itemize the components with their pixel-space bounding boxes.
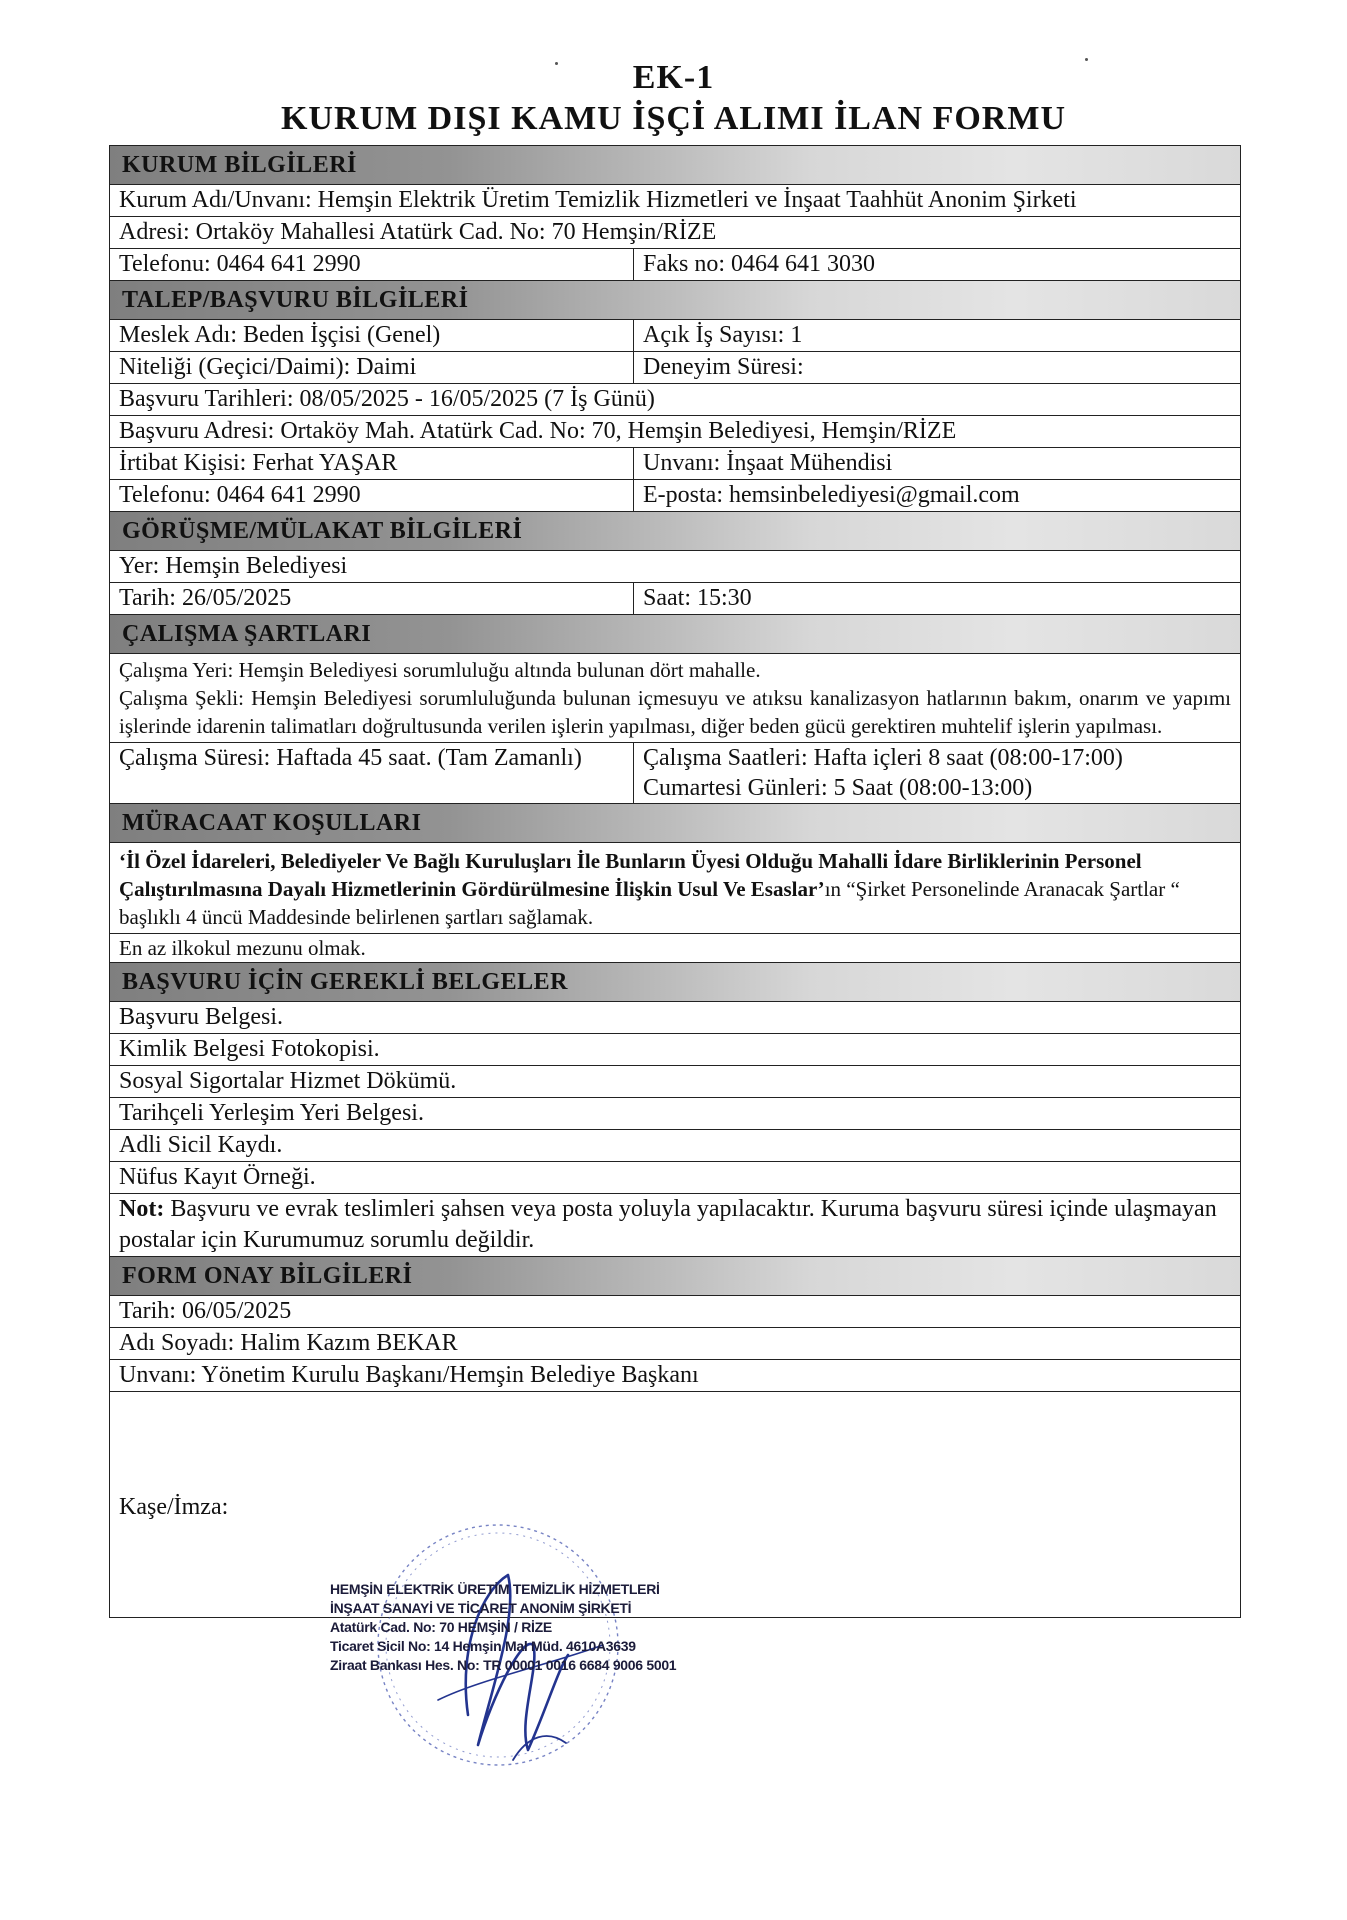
work-place: Çalışma Yeri: Hemşin Belediyesi sorumluluğu altında bulunan dört mahalle. xyxy=(119,658,761,682)
note-label: Not: xyxy=(119,1196,165,1222)
condition-regulation: ‘İl Özel İdareleri, Belediyeler Ve Bağlı Kuruluşları İle Bunların Üyesi Olduğu Mahalli İdare Birliklerinin Personel Çalıştırılmasına Dayalı Hizmetlerinin Gördürülmesine İlişkin Usul Ve Esaslar’ xyxy=(119,849,1142,901)
document-item: Tarihçeli Yerleşim Yeri Belgesi. xyxy=(119,1100,424,1126)
announcement-form xyxy=(109,145,1241,1618)
stamp-signature-label: Kaşe/İmza: xyxy=(119,1494,229,1520)
section-gorusme-heading: GÖRÜŞME/MÜLAKAT BİLGİLERİ xyxy=(110,512,1240,550)
work-hours-weekday: Çalışma Saatleri: Hafta içleri 8 saat (08:00-17:00) xyxy=(643,745,1123,771)
approver-name: Adı Soyadı: Halim Kazım BEKAR xyxy=(119,1330,458,1356)
contact-title: Unvanı: İnşaat Mühendisi xyxy=(643,450,893,476)
approver-title: Unvanı: Yönetim Kurulu Başkanı/Hemşin Belediye Başkanı xyxy=(119,1362,699,1388)
interview-time: Saat: 15:30 xyxy=(643,585,752,611)
interview-date: Tarih: 26/05/2025 xyxy=(110,583,634,614)
application-note xyxy=(110,1194,1240,1256)
document-item: Nüfus Kayıt Örneği. xyxy=(119,1164,316,1190)
document-item: Başvuru Belgesi. xyxy=(119,1004,283,1030)
job-title: Meslek Adı: Beden İşçisi (Genel) xyxy=(110,320,634,351)
kurum-address: Adresi: Ortaköy Mahallesi Atatürk Cad. No: 70 Hemşin/RİZE xyxy=(119,219,717,245)
stamp-line: Ziraat Bankası Hes. No: TR 00001 0016 6684 9006 5001 xyxy=(330,1657,677,1673)
stamp-line: Atatürk Cad. No: 70 HEMŞİN / RİZE xyxy=(330,1619,552,1635)
company-stamp-text xyxy=(330,1580,676,1675)
contact-email: E-posta: hemsinbelediyesi@gmail.com xyxy=(643,482,1020,508)
application-condition xyxy=(110,843,1240,933)
contact-person: İrtibat Kişisi: Ferhat YAŞAR xyxy=(110,448,634,479)
job-nature: Niteliği (Geçici/Daimi): Daimi xyxy=(110,352,634,383)
experience: Deneyim Süresi: xyxy=(643,354,804,380)
interview-place: Yer: Hemşin Belediyesi xyxy=(119,553,348,579)
work-hours xyxy=(634,743,1240,803)
open-positions: Açık İş Sayısı: 1 xyxy=(643,322,803,348)
form-title: KURUM DIŞI KAMU İŞÇİ ALIMI İLAN FORMU xyxy=(280,100,1067,137)
stamp-line: HEMŞİN ELEKTRİK ÜRETİM TEMİZLİK HİZMETLERİ xyxy=(330,1581,660,1597)
scan-speck xyxy=(555,62,558,65)
kurum-name: Kurum Adı/Unvanı: Hemşin Elektrik Üretim Temizlik Hizmetleri ve İnşaat Taahhüt Anonim Şirketi xyxy=(119,187,1077,213)
application-address: Başvuru Adresi: Ortaköy Mah. Atatürk Cad. No: 70, Hemşin Belediyesi, Hemşin/RİZE xyxy=(119,418,957,444)
scan-speck xyxy=(1085,58,1088,61)
stamp-line: Ticaret Sicil No: 14 Hemşin Mal Müd. 4610A3639 xyxy=(330,1638,636,1654)
kurum-fax: Faks no: 0464 641 3030 xyxy=(643,251,876,277)
work-duration: Çalışma Süresi: Haftada 45 saat. (Tam Zamanlı) xyxy=(110,743,634,803)
section-kurum-heading: KURUM BİLGİLERİ xyxy=(110,146,1240,184)
section-onay-heading: FORM ONAY BİLGİLERİ xyxy=(110,1257,1240,1295)
contact-phone: Telefonu: 0464 641 2990 xyxy=(110,480,634,511)
section-muracaat-heading: MÜRACAAT KOŞULLARI xyxy=(110,804,1240,842)
work-conditions-text xyxy=(110,654,1240,742)
note-text: Başvuru ve evrak teslimleri şahsen veya posta yoluyla yapılacaktır. Kuruma başvuru süresi içinde ulaşmayan postalar için Kurumumuz sorumlu değildir. xyxy=(119,1196,1217,1253)
approval-date: Tarih: 06/05/2025 xyxy=(119,1298,292,1324)
section-calisma-heading: ÇALIŞMA ŞARTLARI xyxy=(110,615,1240,653)
work-method: Çalışma Şekli: Hemşin Belediyesi sorumluluğunda bulunan içmesuyu ve atıksu kanalizasyon hatlarının bakım, onarım ve yapımı işlerinde idarenin talimatları doğrultusunda verilen işlerin yapılması, diğer beden gücü gerektiren muhtelif işlerin yapılması. xyxy=(119,686,1231,738)
application-dates: Başvuru Tarihleri: 08/05/2025 - 16/05/2025 (7 İş Günü) xyxy=(119,386,655,412)
kurum-phone: Telefonu: 0464 641 2990 xyxy=(110,249,634,280)
document-header xyxy=(0,58,1347,140)
document-item: Kimlik Belgesi Fotokopisi. xyxy=(119,1036,380,1062)
document-item: Sosyal Sigortalar Hizmet Dökümü. xyxy=(119,1068,457,1094)
education-requirement: En az ilkokul mezunu olmak. xyxy=(119,936,366,960)
work-hours-saturday: Cumartesi Günleri: 5 Saat (08:00-13:00) xyxy=(643,775,1033,801)
annex-label: EK-1 xyxy=(632,59,715,96)
section-talep-heading: TALEP/BAŞVURU BİLGİLERİ xyxy=(110,281,1240,319)
condition-rest: ın “Şirket Personelinde Aranacak Şartlar “ başlıklı 4 üncü Maddesinde belirlenen şartları sağlamak. xyxy=(119,877,1180,929)
stamp-line: İNŞAAT SANAYİ VE TİCARET ANONİM ŞİRKETİ xyxy=(330,1600,632,1616)
document-item: Adli Sicil Kaydı. xyxy=(119,1132,283,1158)
section-belgeler-heading: BAŞVURU İÇİN GEREKLİ BELGELER xyxy=(110,963,1240,1001)
